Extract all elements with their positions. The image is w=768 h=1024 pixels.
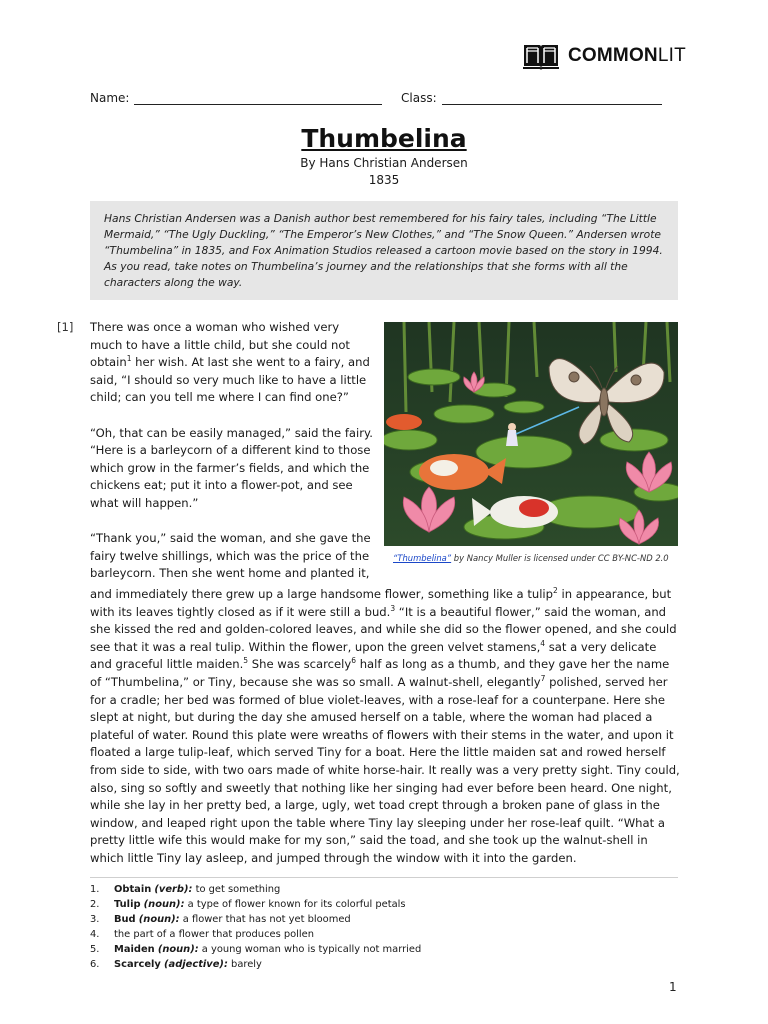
footnote-ref-2: 2 xyxy=(553,586,558,596)
image-caption: “Thumbelina” by Nancy Muller is licensed under CC BY-NC-ND 2.0 xyxy=(393,553,669,563)
footnote-item: 5. Maiden (noun): a young woman who is typically not married xyxy=(90,944,422,956)
publication-year: 1835 xyxy=(368,173,400,187)
name-label: Name: xyxy=(90,91,130,105)
page-title: Thumbelina xyxy=(301,124,467,153)
footnote-item: 4. the part of a flower that produces pollen xyxy=(90,929,314,941)
thumbelina-illustration xyxy=(384,322,678,546)
story-column-top xyxy=(90,319,375,583)
footnote-ref-7: 7 xyxy=(540,674,546,684)
story-paragraph-3-continued: and immediately there grew up a large handsome flower, something like a tulip$^2$ in appearance, but with its leaves tightly closed as if it were still a bud.$^3$ “It is a beautiful flower,” said the woman, and she kissed the red and golden-colored leaves, and while she did so the flower opened, and she could see that it was a real tulip. Within the flower, upon the green velvet stamens,$^4$ sat a very delicate and graceful little maiden.$^5$ She was scarcely$^6$ half as long as a thumb, and they gave her the name of “Thumbelina,” or Tiny, because she was so small. A walnut-shell, elegantly$^7$ polished, served her for a cradle; her bed was formed of blue violet-leaves, with a rose-leaf for a counterpane. Here she slept at night, but during the day she amused herself on a table, where the woman had placed a plateful of water. Round this plate were wreaths of flowers with their stems in the water, and upon it floated a large tulip-leaf, which served Tiny for a boat. Here the little maiden sat and rowed herself from side to side, with two oars made of white horse-hair. It really was a very pretty sight. Tiny could, also, sing so softly and sweetly that nothing like her singing had ever before been heard. One night, while she lay in her pretty bed, a large, ugly, wet toad crept through a broken pane of glass in the window, and leaped right upon the table where Tiny lay sleeping under her rose-leaf quilt. “What a pretty little wife this would make for my son,” said the toad, and she took up the walnut-shell in which little Tiny lay asleep, and jumped through the window with it into the garden. xyxy=(90,586,680,865)
class-line[interactable] xyxy=(442,90,662,105)
footnote-item: 6. Scarcely (adjective): barely xyxy=(90,959,262,971)
book-icon xyxy=(522,42,560,70)
footnote-item: 2. Tulip (noun): a type of flower known for its colorful petals xyxy=(90,899,406,911)
name-field[interactable] xyxy=(90,90,382,105)
story-paragraph-3-start: “Thank you,” said the woman, and she gave the fairy twelve shillings, which was the price of the barleycorn. Then she went home and planted it, xyxy=(90,531,371,581)
footnote-ref-3: 3 xyxy=(390,603,396,613)
footnote-ref-6: 6 xyxy=(351,656,357,666)
intro-box: Hans Christian Andersen was a Danish author best remembered for his fairy tales, including “The Little Mermaid,” “The Ugly Duckling,” “The Emperor’s New Clothes,” and “The Snow Queen.” Andersen wrote “Thumbelina” in 1835, and Fox Animation Studios released a cartoon movie based on the story in 1994. As you read, take notes on Thumbelina’s journey and the relationships that she forms with all the characters along the way. xyxy=(90,201,678,300)
footnote-item: 3. Bud (noun): a flower that has not yet bloomed xyxy=(90,914,351,926)
footnote-ref-1: 1 xyxy=(126,354,132,364)
logo-wordmark: COMMONLIT xyxy=(568,45,686,66)
caption-link[interactable]: “Thumbelina” xyxy=(393,553,452,563)
class-field[interactable] xyxy=(401,90,662,105)
footnotes-list xyxy=(90,882,680,973)
story-paragraph-2: “Oh, that can be easily managed,” said the fairy. “Here is a barleycorn of a different kind to those which grow in the farmer’s fields, and which the chickens eat; put it into a flower-pot, and see what will happen.” xyxy=(90,425,373,510)
page-number: 1 xyxy=(669,980,677,994)
illustration-svg xyxy=(384,322,678,546)
author-line: By Hans Christian Andersen xyxy=(300,156,468,170)
commonlit-logo xyxy=(522,42,686,70)
footnote-ref-4: 4 xyxy=(540,638,546,648)
footnote-item: 1. Obtain (verb): to get something xyxy=(90,884,281,895)
name-line[interactable] xyxy=(134,90,382,105)
story-paragraph-1: There was once a woman who wished very much to have a little child, but she could not obtain$^1$ her wish. At last she went to a fairy, and said, “I should so very much like to have a little child; can you tell me where I can find one?” xyxy=(90,320,370,405)
class-label: Class: xyxy=(401,91,437,105)
paragraph-number: [1] xyxy=(57,320,74,334)
footnote-ref-5: 5 xyxy=(243,656,249,666)
footnote-divider xyxy=(90,877,678,878)
